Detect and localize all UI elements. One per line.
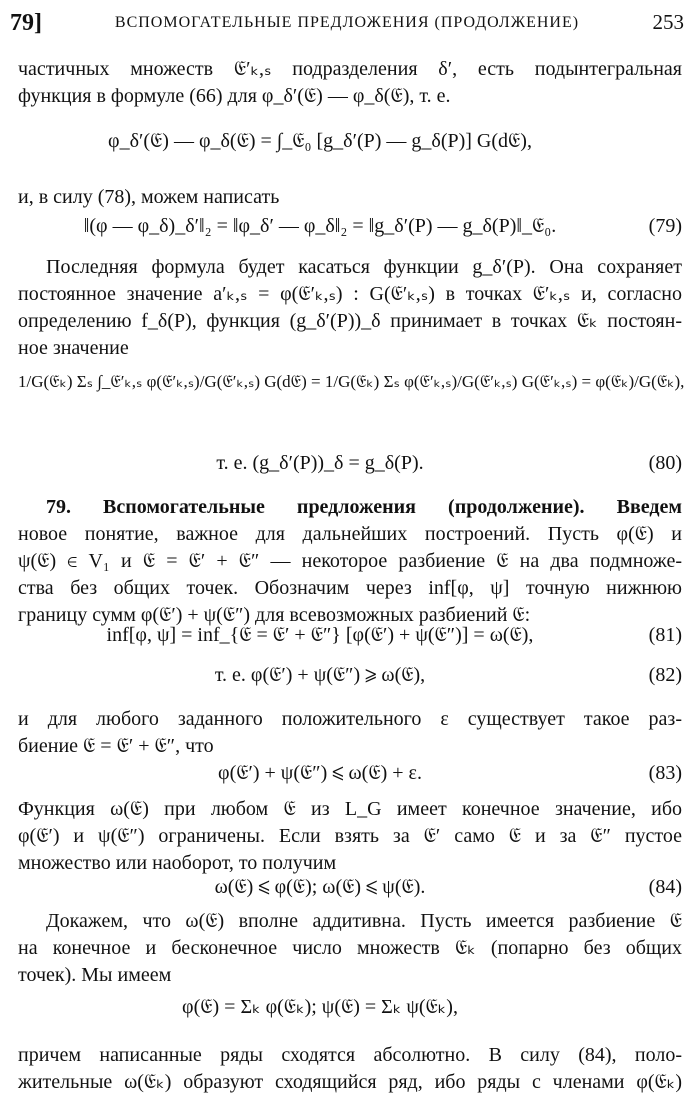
equation-number: (82) — [648, 664, 682, 686]
text-line: определению f_δ(P), функция (g_δ′(P))_δ принимает в точках 𝔈ₖ постоян- — [18, 310, 682, 332]
display-formula — [18, 876, 682, 906]
formula-expression: φ(𝔈′) + ψ(𝔈″) ⩽ ω(𝔈) + ε. — [218, 762, 422, 784]
display-formula — [18, 664, 682, 694]
equation-number: (81) — [648, 624, 682, 646]
equation-number: (83) — [648, 762, 682, 784]
formula-expression: т. е. φ(𝔈′) + ψ(𝔈″) ⩾ ω(𝔈), — [214, 664, 426, 686]
text-line: множество или наоборот, то получим — [18, 852, 337, 874]
page-number: 253 — [652, 10, 684, 34]
paragraph — [18, 56, 682, 110]
text-line: точек). Мы имеем — [18, 964, 172, 986]
text-line: постоянное значение a′ₖ,ₛ = φ(𝔈′ₖ,ₛ) : G(𝔈′ₖ,ₛ) в точках 𝔈′ₖ,ₛ и, согласно — [18, 283, 682, 305]
formula-expression: ‖(φ — φ_δ)_δ′‖₂ = ‖φ_δ′ — φ_δ‖₂ = ‖g_δ′(P) — g_δ(P)‖_𝔈₀. — [83, 215, 557, 237]
paragraph — [18, 254, 682, 362]
text-line: жительные ω(𝔈ₖ) образуют сходящийся ряд, ибо ряды с членами φ(𝔈ₖ) — [18, 1071, 682, 1093]
equation-number: (80) — [648, 452, 682, 474]
display-formula — [18, 994, 682, 1024]
paragraph — [18, 184, 682, 211]
text-line: на конечное и бесконечное число множеств 𝔈ₖ (попарно без общих — [18, 937, 682, 959]
text-line: новое понятие, важное для дальнейших построений. Пусть φ(𝔈) и — [18, 523, 682, 545]
running-header — [10, 8, 684, 38]
paragraph — [18, 796, 682, 877]
text-line: ное значение — [18, 337, 129, 359]
text-line: причем написанные ряды сходятся абсолютно. В силу (84), поло- — [18, 1044, 682, 1066]
display-formula — [18, 762, 682, 792]
text-line: и, в силу (78), можем написать — [18, 186, 280, 208]
text-line: ства без общих точек. Обозначим через inf[φ, ψ] точную нижнюю — [18, 577, 682, 599]
formula-expression: inf[φ, ψ] = inf_{𝔈 = 𝔈′ + 𝔈″} [φ(𝔈′) + ψ(𝔈″)] = ω(𝔈), — [106, 624, 534, 646]
section-marker: 79] — [10, 10, 42, 36]
text-line: и для любого заданного положительного ε существует такое раз- — [18, 708, 682, 730]
equation-number: (79) — [648, 215, 682, 237]
paragraph — [18, 494, 682, 629]
equation-number: (84) — [648, 876, 682, 898]
paragraph — [18, 1042, 682, 1096]
display-formula — [18, 120, 682, 170]
text-line: функция в формуле (66) для φ_δ′(𝔈) — φ_δ(𝔈), т. е. — [18, 85, 451, 107]
text-line: ψ(𝔈) ∈ V₁ и 𝔈 = 𝔈′ + 𝔈″ — некоторое разбиение 𝔈 на два подмноже- — [18, 550, 682, 572]
display-formula — [18, 215, 682, 245]
text-line: частичных множеств 𝔈′ₖ,ₛ подразделения δ′, есть подынтегральная — [18, 58, 682, 80]
display-formula — [18, 372, 685, 422]
formula-expression: φ(𝔈) = Σₖ φ(𝔈ₖ); ψ(𝔈) = Σₖ ψ(𝔈ₖ), — [182, 996, 458, 1018]
formula-expression: т. е. (g_δ′(P))_δ = g_δ(P). — [216, 452, 424, 474]
paragraph — [18, 908, 682, 989]
text-line: биение 𝔈 = 𝔈′ + 𝔈″, что — [18, 735, 214, 757]
formula-expression: ω(𝔈) ⩽ φ(𝔈); ω(𝔈) ⩽ ψ(𝔈). — [214, 876, 426, 898]
text-line: Функция ω(𝔈) при любом 𝔈 из L_G имеет конечное значение, ибо — [18, 798, 682, 820]
text-line: φ(𝔈′) и ψ(𝔈″) ограничены. Если взять за 𝔈′ само 𝔈 и за 𝔈″ пустое — [18, 825, 682, 847]
text-line: границу сумм φ(𝔈′) + ψ(𝔈″) для всевозможных разбиений 𝔈: — [18, 604, 531, 626]
display-formula — [18, 624, 682, 654]
formula-expression: φ_δ′(𝔈) — φ_δ(𝔈) = ∫_𝔈₀ [g_δ′(P) — g_δ(P)] G(d𝔈), — [108, 130, 532, 152]
formula-expression: 1/G(𝔈ₖ) Σₛ ∫_𝔈′ₖ,ₛ φ(𝔈′ₖ,ₛ)/G(𝔈′ₖ,ₛ) G(d𝔈) = 1/G(𝔈ₖ) Σₛ φ(𝔈′ₖ,ₛ)/G(𝔈′ₖ,ₛ) G(𝔈′ₖ,ₛ) = φ(𝔈ₖ)/G(𝔈ₖ), — [18, 372, 685, 391]
section-heading-line: 79. Вспомогательные предложения (продолжение). Введем — [46, 496, 682, 518]
text-line: Докажем, что ω(𝔈) вполне аддитивна. Пусть имеется разбиение 𝔈 — [46, 910, 682, 932]
display-formula — [18, 452, 682, 482]
text-line: Последняя формула будет касаться функции g_δ′(P). Она сохраняет — [46, 256, 682, 278]
running-title: ВСПОМОГАТЕЛЬНЫЕ ПРЕДЛОЖЕНИЯ (ПРОДОЛЖЕНИЕ) — [114, 14, 580, 31]
paragraph — [18, 706, 682, 760]
